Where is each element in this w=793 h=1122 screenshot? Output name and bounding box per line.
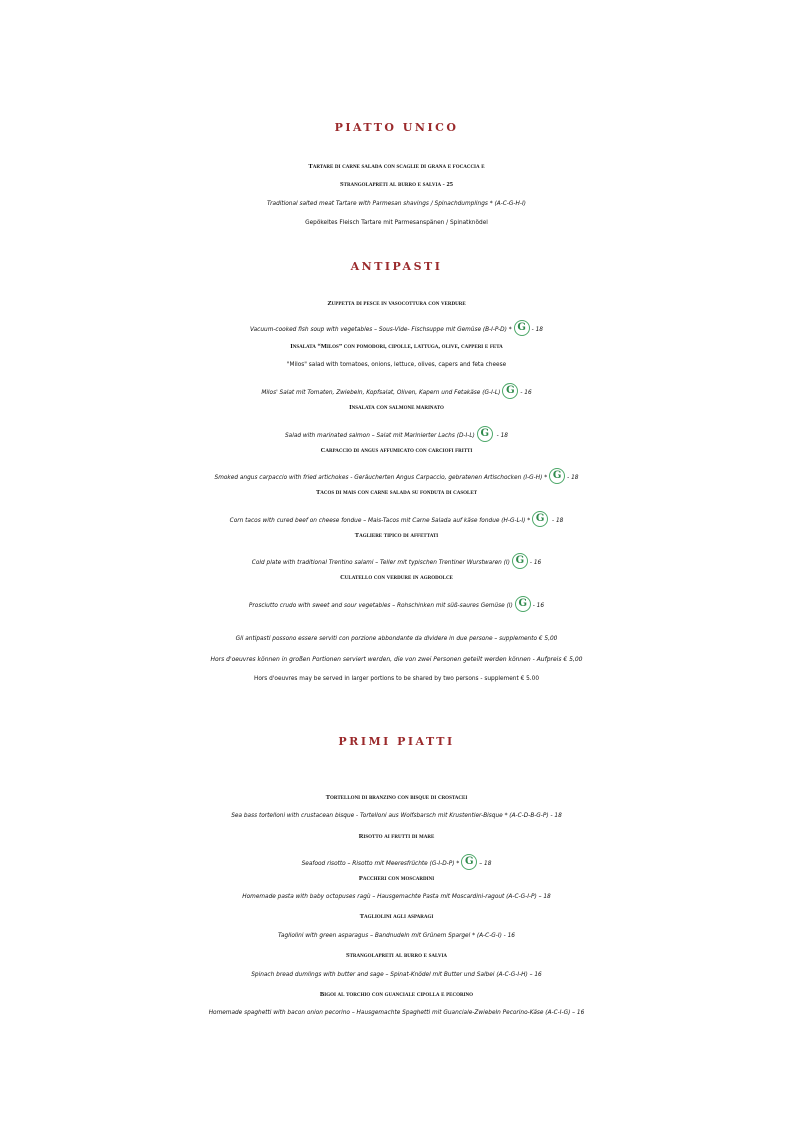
description-text: Vacuum-cooked fish soup with vegetables – Sous-Vide- Fischsuppe mit Gemüse (B-I-P-D) * (250, 327, 512, 333)
dish-description (0, 426, 793, 442)
dish-description (0, 596, 793, 612)
gluten-free-icon: G (532, 511, 548, 527)
description-text: Salad with marinated salmon – Salat mit Marinierter Lachs (D-I-L) (285, 433, 475, 439)
dish-description (0, 511, 793, 527)
dish-name: Tagliolini agli asparagi (359, 913, 434, 920)
dish-description (0, 854, 793, 870)
dish-description (0, 320, 793, 336)
dish-description (0, 553, 793, 569)
price: - 18 (531, 327, 543, 333)
section-title-antipasti: ANTIPASTI (350, 260, 443, 273)
dish-name: Paccheri con moscardini (358, 875, 435, 882)
gluten-free-icon: G (512, 553, 528, 569)
description-text: Milos' Salat mit Tomaten, Zwiebeln, Kopfsalat, Oliven, Kapern und Fetakäse (G-I-L) (261, 390, 501, 396)
gluten-free-icon: G (477, 426, 493, 442)
price: - 16 (532, 603, 545, 609)
gluten-free-icon: G (549, 468, 565, 484)
dish-name: Insalata “Milos” con pomodori, cipolle, lattuga, olive, capperi e feta (290, 343, 503, 350)
antipasti-note: Hors d'oeuvres können in großen Portionen serviert werden, die von zwei Personen geteilt werden können - Aufpreis € 5,00 (210, 656, 583, 663)
dish-description: Homemade spaghetti with bacon onion pecorino – Hausgemachte Spaghetti mit Guanciale-Zwiebeln Pecorino-Käse (A-C-I-G) – 16 (208, 1010, 585, 1016)
dish-description: "Milos" salad with tomatoes, onions, lettuce, olives, capers and feta cheese (286, 362, 507, 368)
gluten-free-icon: G (514, 320, 530, 336)
dish-name: Tortelloni di branzino con bisque di crostacei (325, 794, 468, 801)
description-text: Cold plate with traditional Trentino salami – Teller mit typischen Trentiner Wurstwaren (I) (251, 560, 510, 566)
dish-name: Insalata con salmone marinato (349, 404, 444, 411)
description-text: Smoked angus carpaccio with fried artichokes - Geräucherten Angus Carpaccio, gebratenen Artischocken (I-G-H) * (214, 475, 548, 481)
dish-name: Bigoi al torchio con guanciale cipolla e pecorino (319, 991, 474, 998)
price: - 18 (494, 433, 508, 439)
gluten-free-icon: G (515, 596, 531, 612)
dish-name: Carpaccio di angus affumicato con carciofi fritti (320, 447, 473, 454)
dish-name: Tagliere tipico di affettati (354, 532, 439, 539)
dish-name: Culatello con verdure in agrodolce (340, 574, 453, 581)
section-title-primi: PRIMI PIATTI (338, 735, 455, 748)
dish-description: Tagliolini with green asparagus – Bandnudeln mit Grünem Spargel * (A-C-G-I) - 16 (278, 933, 515, 939)
dish-description: Homemade pasta with baby octopuses ragù – Hausgemachte Pasta mit Moscardini-ragout (A-C-G-I-P) – 18 (242, 894, 551, 900)
dish-description: Spinach bread dumlings with butter and sage – Spinat-Knödel mit Butter und Salbei (A-C-G-I-H) – 16 (251, 972, 542, 978)
dish-name: Zuppetta di pesce in vasocottura con verdure (327, 300, 466, 307)
description-text: Prosciutto crudo with sweet and sour vegetables – Rohschinken mit süß-saures Gemüse (I) (248, 603, 513, 609)
dish-name: Strangolapreti al burro e salvia - 25 (340, 181, 453, 188)
dish-description: Traditional salted meat Tartare with Parmesan shavings / Spinachdumplings * (A-C-G-H-I) (267, 201, 526, 207)
antipasti-note: Hors d'oeuvres may be served in larger portions to be shared by two persons - supplement € 5.00 (253, 676, 540, 682)
price: – 18 (479, 861, 492, 867)
dish-description (0, 383, 793, 399)
antipasti-note: Gli antipasti possono essere serviti con porzione abbondante da dividere in due persone – supplemento € 5,00 (235, 636, 558, 642)
description-text: Seafood risotto – Risotto mit Meeresfrüchte (G-I-D-P) * (301, 861, 460, 867)
gluten-free-icon: G (461, 854, 477, 870)
dish-name: Strangolapreti al burro e salvia (345, 952, 448, 959)
dish-name: Tacos di mais con carne salada su fonduta di casolet (315, 489, 478, 496)
price: - 16 (520, 390, 532, 396)
section-title-piatto-unico: PIATTO UNICO (334, 121, 459, 134)
price: - 18 (550, 518, 564, 524)
price: - 16 (529, 560, 542, 566)
gluten-free-icon: G (502, 383, 518, 399)
price: - 18 (567, 475, 579, 481)
dish-description: Sea bass tortelloni with crustacean bisque - Tortelloni aus Wolfsbarsch mit Krustentier-Bisque * (A-C-D-B-G-P) - 18 (231, 813, 562, 819)
dish-name: Tartare di carne salada con scaglie di grana e focaccia e (308, 163, 485, 170)
dish-description: Gepökeltes Fleisch Tartare mit Parmesanspänen / Spinatknödel (305, 220, 488, 226)
dish-description (0, 468, 793, 484)
dish-name: Risotto ai frutti di mare (358, 833, 435, 840)
description-text: Corn tacos with cured beef on cheese fondue – Mais-Tacos mit Carne Salada auf käse fondue (H-G-L-I) * (229, 518, 531, 524)
